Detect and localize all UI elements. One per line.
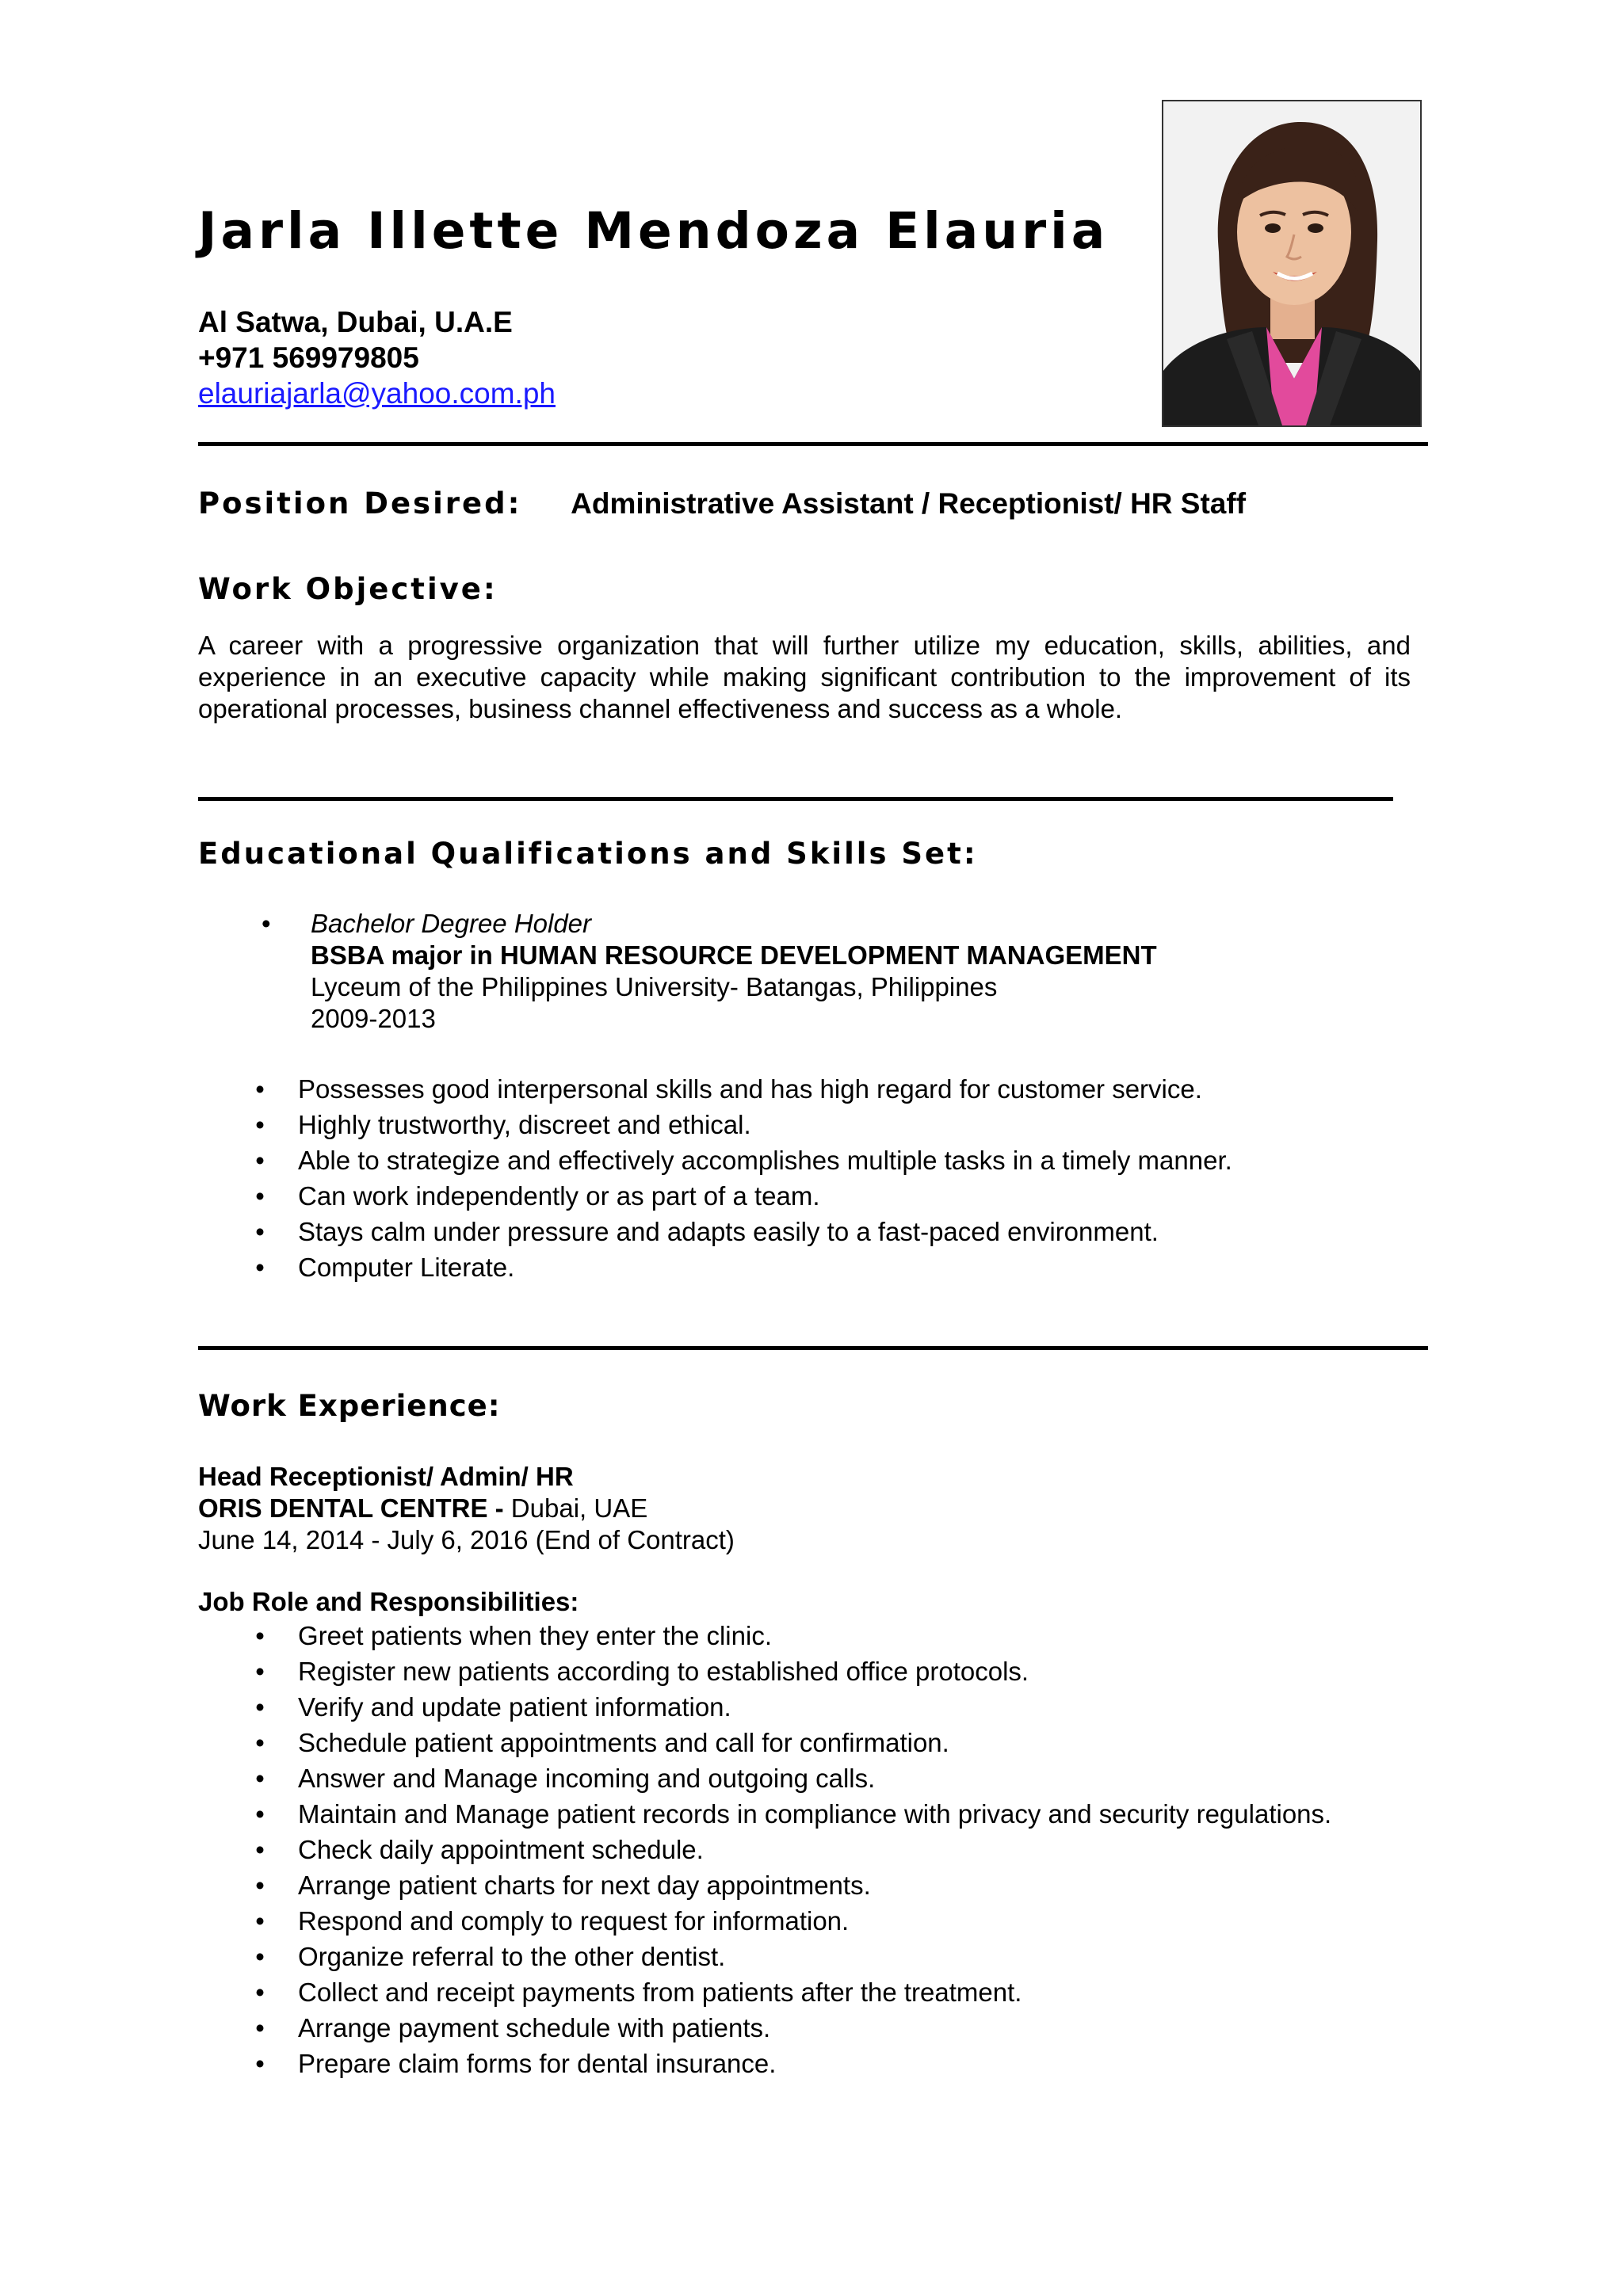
list-item: • Arrange patient charts for next day appointments. [252,1867,1331,1903]
degree-block [262,908,1157,1035]
experience-heading: Work Experience: [198,1389,501,1423]
bullet-icon: • [255,1621,265,1650]
company-name: ORIS DENTAL CENTRE - [198,1493,504,1523]
bullet-icon: • [255,1217,265,1246]
education-heading: Educational Qualifications and Skills Set: [198,837,978,871]
divider-objective [198,797,1393,801]
divider-education [198,1346,1428,1350]
degree-note: Bachelor Degree Holder [311,909,592,938]
bullet-icon: • [255,1110,265,1139]
list-item: • Can work independently or as part of a team. [252,1178,1232,1214]
job-block [198,1461,735,1556]
bullet-icon: • [255,1764,265,1793]
divider-top [198,442,1428,446]
list-item: • Organize referral to the other dentist. [252,1939,1331,1974]
position-row [198,486,1246,521]
objective-heading: Work Objective: [198,572,498,606]
bullet-icon: • [255,1074,265,1104]
list-item: • Check daily appointment schedule. [252,1832,1331,1867]
bullet-icon: • [255,1835,265,1864]
list-item: • Collect and receipt payments from patients after the treatment. [252,1974,1331,2010]
list-item: • Highly trustworthy, discreet and ethical. [252,1107,1232,1142]
bullet-icon: • [255,1942,265,1971]
portrait-image [1163,101,1420,425]
bullet-icon: • [255,1728,265,1757]
list-item: • Computer Literate. [252,1249,1232,1285]
list-item: • Arrange payment schedule with patients. [252,2010,1331,2046]
bullet-icon: • [255,1978,265,2007]
list-item: • Maintain and Manage patient records in compliance with privacy and security regulations. [252,1796,1331,1832]
bullet-icon: • [255,1657,265,1686]
bullet-icon: • [255,2049,265,2078]
bullet-icon: • [255,1692,265,1722]
address: Al Satwa, Dubai, U.A.E [198,306,513,338]
list-item: • Verify and update patient information. [252,1689,1331,1725]
phone: +971 569979805 [198,341,419,374]
objective-text: A career with a progressive organization that will further utilize my education, skills, abilities, and experience in an executive capacity while making significant contribution to the improvement of its operational processes, business channel effectiveness and success as a whole. [198,631,1411,723]
company-location: Dubai, UAE [510,1493,648,1523]
bullet-icon: • [255,1181,265,1211]
profile-photo [1162,100,1422,427]
position-label: Position Desired: [198,486,522,521]
list-item: • Greet patients when they enter the clinic. [252,1618,1331,1653]
degree-item [262,908,1157,1035]
list-item: • Register new patients according to established office protocols. [252,1653,1331,1689]
list-item: • Schedule patient appointments and call for confirmation. [252,1725,1331,1760]
bullet-icon: • [255,1146,265,1175]
email-link[interactable]: elauriajarla@yahoo.com.ph [198,377,556,410]
degree-title: BSBA major in HUMAN RESOURCE DEVELOPMENT MANAGEMENT [311,940,1157,970]
candidate-name: Jarla Illette Mendoza Elauria [198,202,1109,260]
position-value: Administrative Assistant / Receptionist/ HR Staff [571,487,1247,520]
job-company-row [198,1493,735,1524]
skills-list [252,1071,1232,1285]
bullet-icon: • [255,1799,265,1829]
bullet-icon: • [255,1906,265,1936]
list-item: • Answer and Manage incoming and outgoing calls. [252,1760,1331,1796]
bullet-icon: • [255,2013,265,2042]
job-dates: June 14, 2014 - July 6, 2016 (End of Contract) [198,1525,735,1554]
contact-block [198,304,556,411]
responsibilities-list [252,1618,1331,2081]
school-years: 2009-2013 [311,1004,436,1033]
list-item: • Stays calm under pressure and adapts easily to a fast-paced environment. [252,1214,1232,1249]
bullet-icon: • [262,909,271,938]
responsibilities-heading: Job Role and Responsibilities: [198,1587,579,1616]
bullet-icon: • [255,1871,265,1900]
list-item: • Possesses good interpersonal skills and has high regard for customer service. [252,1071,1232,1107]
bullet-icon: • [255,1253,265,1282]
job-title: Head Receptionist/ Admin/ HR [198,1462,574,1491]
list-item: • Able to strategize and effectively accomplishes multiple tasks in a timely manner. [252,1142,1232,1178]
list-item: • Respond and comply to request for information. [252,1903,1331,1939]
list-item: • Prepare claim forms for dental insurance. [252,2046,1331,2081]
school-name: Lyceum of the Philippines University- Batangas, Philippines [311,972,998,1001]
